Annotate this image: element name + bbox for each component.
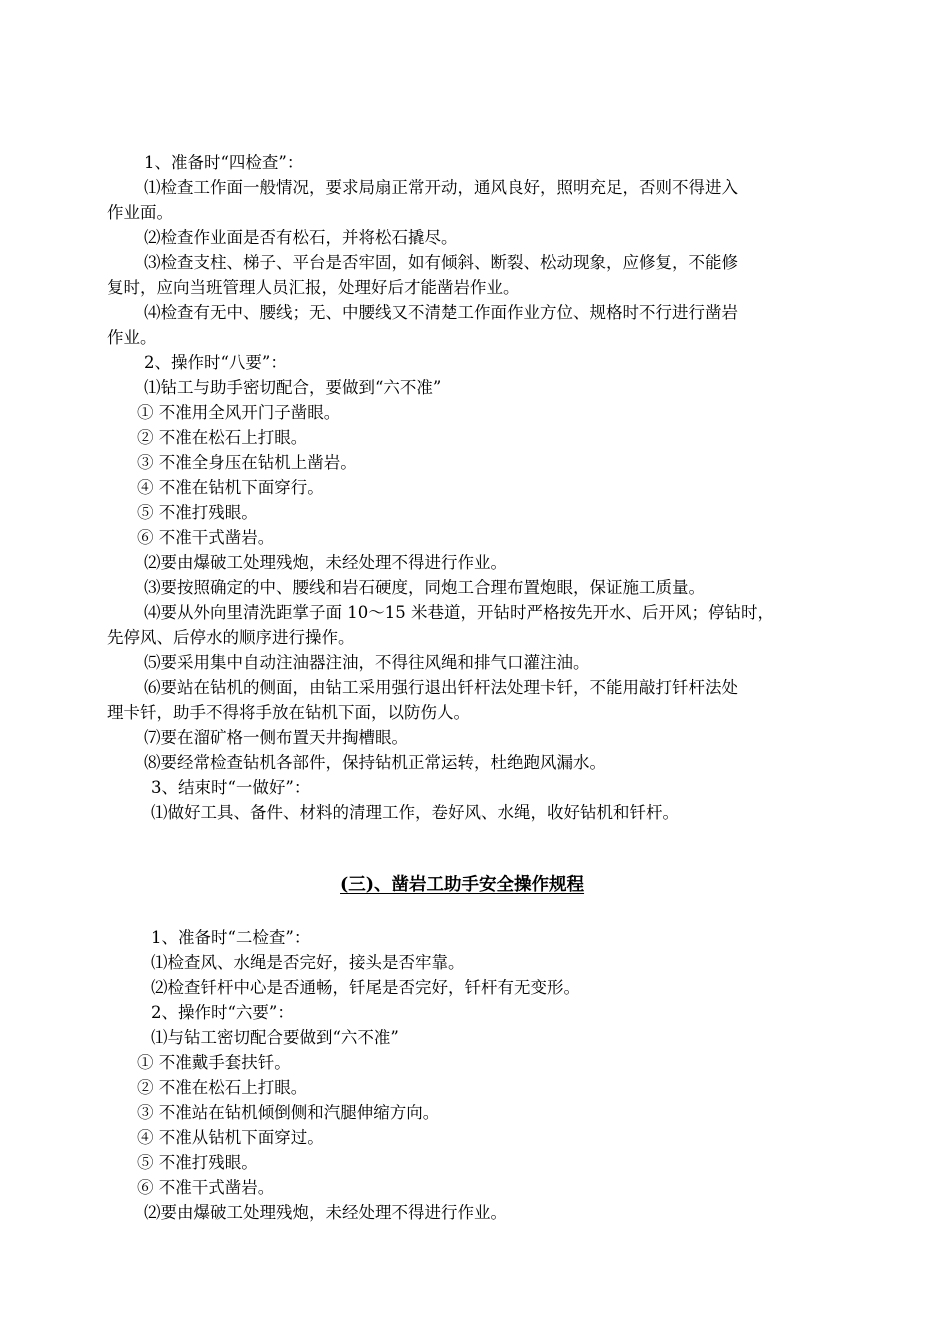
paragraph-line: ⑵检查钎杆中心是否通畅，钎尾是否完好，钎杆有无变形。 bbox=[151, 978, 580, 997]
paragraph-line: 先停风、后停水的顺序进行操作。 bbox=[107, 628, 355, 647]
list-item: ③ 不准站在钻机倾倒侧和汽腿伸缩方向。 bbox=[137, 1103, 440, 1122]
paragraph-line: ⑸要采用集中自动注油器注油，不得往风绳和排气口灌注油。 bbox=[144, 653, 590, 672]
paragraph-line: ⑹要站在钻机的侧面，由钻工采用强行退出钎杆法处理卡钎，不能用敲打钎杆法处 bbox=[144, 678, 738, 697]
paragraph-line: ⑴做好工具、备件、材料的清理工作，卷好风、水绳，收好钻机和钎杆。 bbox=[151, 803, 679, 822]
list-item: ⑥ 不准干式凿岩。 bbox=[137, 528, 275, 547]
heading-prep-two-checks: 1、准备时“二检查”： bbox=[151, 928, 311, 947]
list-item: ⑥ 不准干式凿岩。 bbox=[137, 1178, 275, 1197]
heading-finish-one-done: 3、结束时“一做好”： bbox=[151, 778, 311, 797]
paragraph-line: ⑴钻工与助手密切配合，要做到“六不准” bbox=[144, 378, 442, 397]
list-item: ⑤ 不准打残眼。 bbox=[137, 503, 258, 522]
heading-operate-six-musts: 2、操作时“六要”： bbox=[151, 1003, 294, 1022]
paragraph-line: ⑻要经常检查钻机各部件，保持钻机正常运转，杜绝跑风漏水。 bbox=[144, 753, 606, 772]
paragraph-line: ⑺要在溜矿格一侧布置天井掏槽眼。 bbox=[144, 728, 408, 747]
section-title: (三)、凿岩工助手安全操作规程 bbox=[340, 875, 585, 895]
list-item: ① 不准用全风开门子凿眼。 bbox=[137, 403, 341, 422]
paragraph-line: ⑴检查风、水绳是否完好，接头是否牢靠。 bbox=[151, 953, 465, 972]
list-item: ④ 不准在钻机下面穿行。 bbox=[137, 478, 324, 497]
paragraph-line: ⑷检查有无中、腰线；无、中腰线又不清楚工作面作业方位、规格时不行进行凿岩 bbox=[144, 303, 738, 322]
paragraph-line: 理卡钎，助手不得将手放在钻机下面，以防伤人。 bbox=[107, 703, 470, 722]
paragraph-line: ⑴与钻工密切配合要做到“六不准” bbox=[151, 1028, 399, 1047]
paragraph-line: ⑵要由爆破工处理残炮，未经处理不得进行作业。 bbox=[144, 1203, 507, 1222]
heading-operate-eight-musts: 2、操作时“八要”： bbox=[144, 353, 287, 372]
paragraph-line: ⑵检查作业面是否有松石，并将松石撬尽。 bbox=[144, 228, 458, 247]
paragraph-line: ⑶要按照确定的中、腰线和岩石硬度，同炮工合理布置炮眼，保证施工质量。 bbox=[144, 578, 705, 597]
list-item: ② 不准在松石上打眼。 bbox=[137, 1078, 308, 1097]
list-item: ③ 不准全身压在钻机上凿岩。 bbox=[137, 453, 357, 472]
paragraph-line: 复时，应向当班管理人员汇报，处理好后才能凿岩作业。 bbox=[107, 278, 520, 297]
paragraph-line: ⑷要从外向里清洗距掌子面 10～15 米巷道，开钻时严格按先开水、后开风；停钻时， bbox=[144, 603, 774, 622]
list-item: ⑤ 不准打残眼。 bbox=[137, 1153, 258, 1172]
paragraph-line: 作业。 bbox=[107, 328, 157, 347]
paragraph-line: ⑴检查工作面一般情况，要求局扇正常开动，通风良好，照明充足，否则不得进入 bbox=[144, 178, 738, 197]
paragraph-line: 作业面。 bbox=[107, 203, 173, 222]
heading-prep-four-checks: 1、准备时“四检查”： bbox=[144, 153, 304, 172]
list-item: ② 不准在松石上打眼。 bbox=[137, 428, 308, 447]
paragraph-line: ⑶检查支柱、梯子、平台是否牢固，如有倾斜、断裂、松动现象，应修复，不能修 bbox=[144, 253, 738, 272]
list-item: ① 不准戴手套扶钎。 bbox=[137, 1053, 291, 1072]
paragraph-line: ⑵要由爆破工处理残炮，未经处理不得进行作业。 bbox=[144, 553, 507, 572]
list-item: ④ 不准从钻机下面穿过。 bbox=[137, 1128, 324, 1147]
